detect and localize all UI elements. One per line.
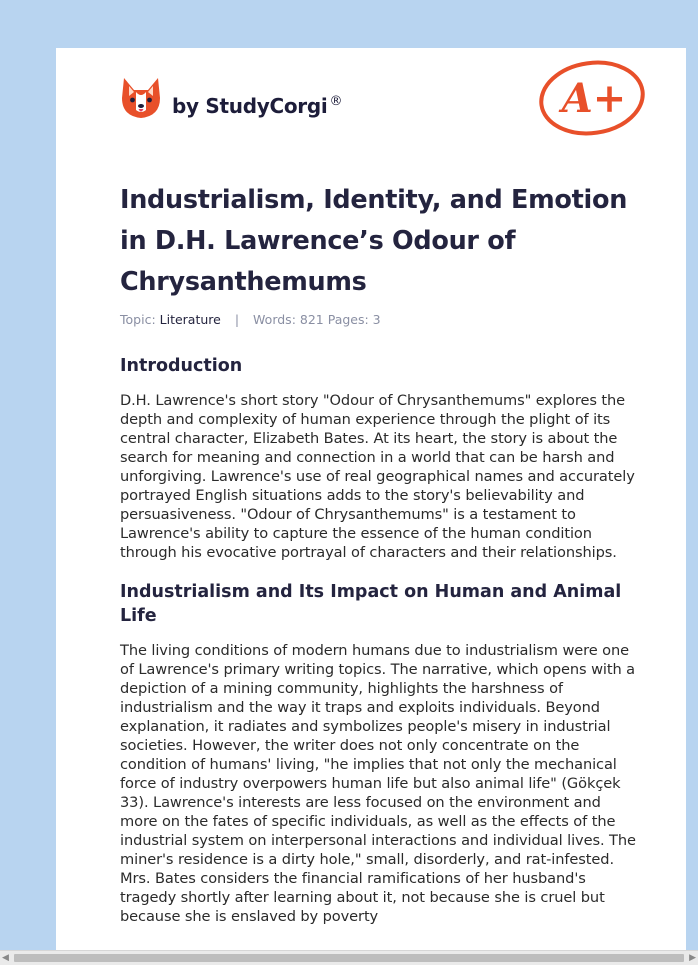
a-plus-grade-badge <box>536 58 648 140</box>
document-page <box>56 48 686 950</box>
horizontal-scrollbar[interactable] <box>0 950 698 965</box>
topic-link[interactable]: Literature <box>159 312 221 327</box>
brand-name: by StudyCorgi ® <box>172 94 343 118</box>
page-count: Pages: 3 <box>327 312 381 327</box>
section-paragraph: The living conditions of modern humans due to industrialism were one of Lawrence's primary writing topics. The narrative, which opens with a depiction of a mining community, highlights the harshness of industrialism and the way it traps and exploits individuals. Beyond explanation, it radiates and symbolizes people's misery in industrial societies. However, the writer does not only concentrate on the condition of humans' living, "he implies that not only the mechanical force of industry overpowers human life but also animal life" (Gökçek 33). Lawrence's interests are less focused on the environment and more on the fates of specific individuals, as well as the effects of the industrial system on interpersonal interactions and individual lives. The miner's residence is a dirty hole," small, disorderly, and rat-infested. Mrs. Bates considers the financial ramifications of her husband's tragedy shortly after learning about it, not because she is cruel but because she is enslaved by poverty <box>120 642 636 925</box>
studycorgi-logo[interactable] <box>120 76 342 122</box>
document-meta <box>120 312 381 327</box>
scroll-left-arrow-icon[interactable]: ◀ <box>2 953 9 963</box>
corgi-icon <box>120 76 162 122</box>
document-title: Industrialism, Identity, and Emotion in D.H. Lawrence’s Odour of Chrysanthemums <box>120 185 628 297</box>
section-heading: Introduction <box>120 356 243 376</box>
section-paragraph: D.H. Lawrence's short story "Odour of Chrysanthemums" explores the depth and complexity of human experience through the plight of its central character, Elizabeth Bates. At its heart, the story is about the search for meaning and connection in a world that can be harsh and unforgiving. Lawrence's use of real geographical names and accurately portrayed English situations adds to the story's believability and persuasiveness. "Odour of Chrysanthemums" is a testament to Lawrence's ability to capture the essence of the human condition through his evocative portrayal of characters and their relationships. <box>120 392 635 561</box>
scroll-right-arrow-icon[interactable]: ▶ <box>689 953 696 963</box>
word-count: Words: 821 <box>253 312 324 327</box>
section-heading: Industrialism and Its Impact on Human and Animal Life <box>120 582 622 626</box>
topic-label: Topic: <box>120 312 156 327</box>
scrollbar-thumb[interactable] <box>14 954 684 962</box>
meta-separator: | <box>234 312 240 327</box>
svg-text:A+: A+ <box>561 75 627 122</box>
